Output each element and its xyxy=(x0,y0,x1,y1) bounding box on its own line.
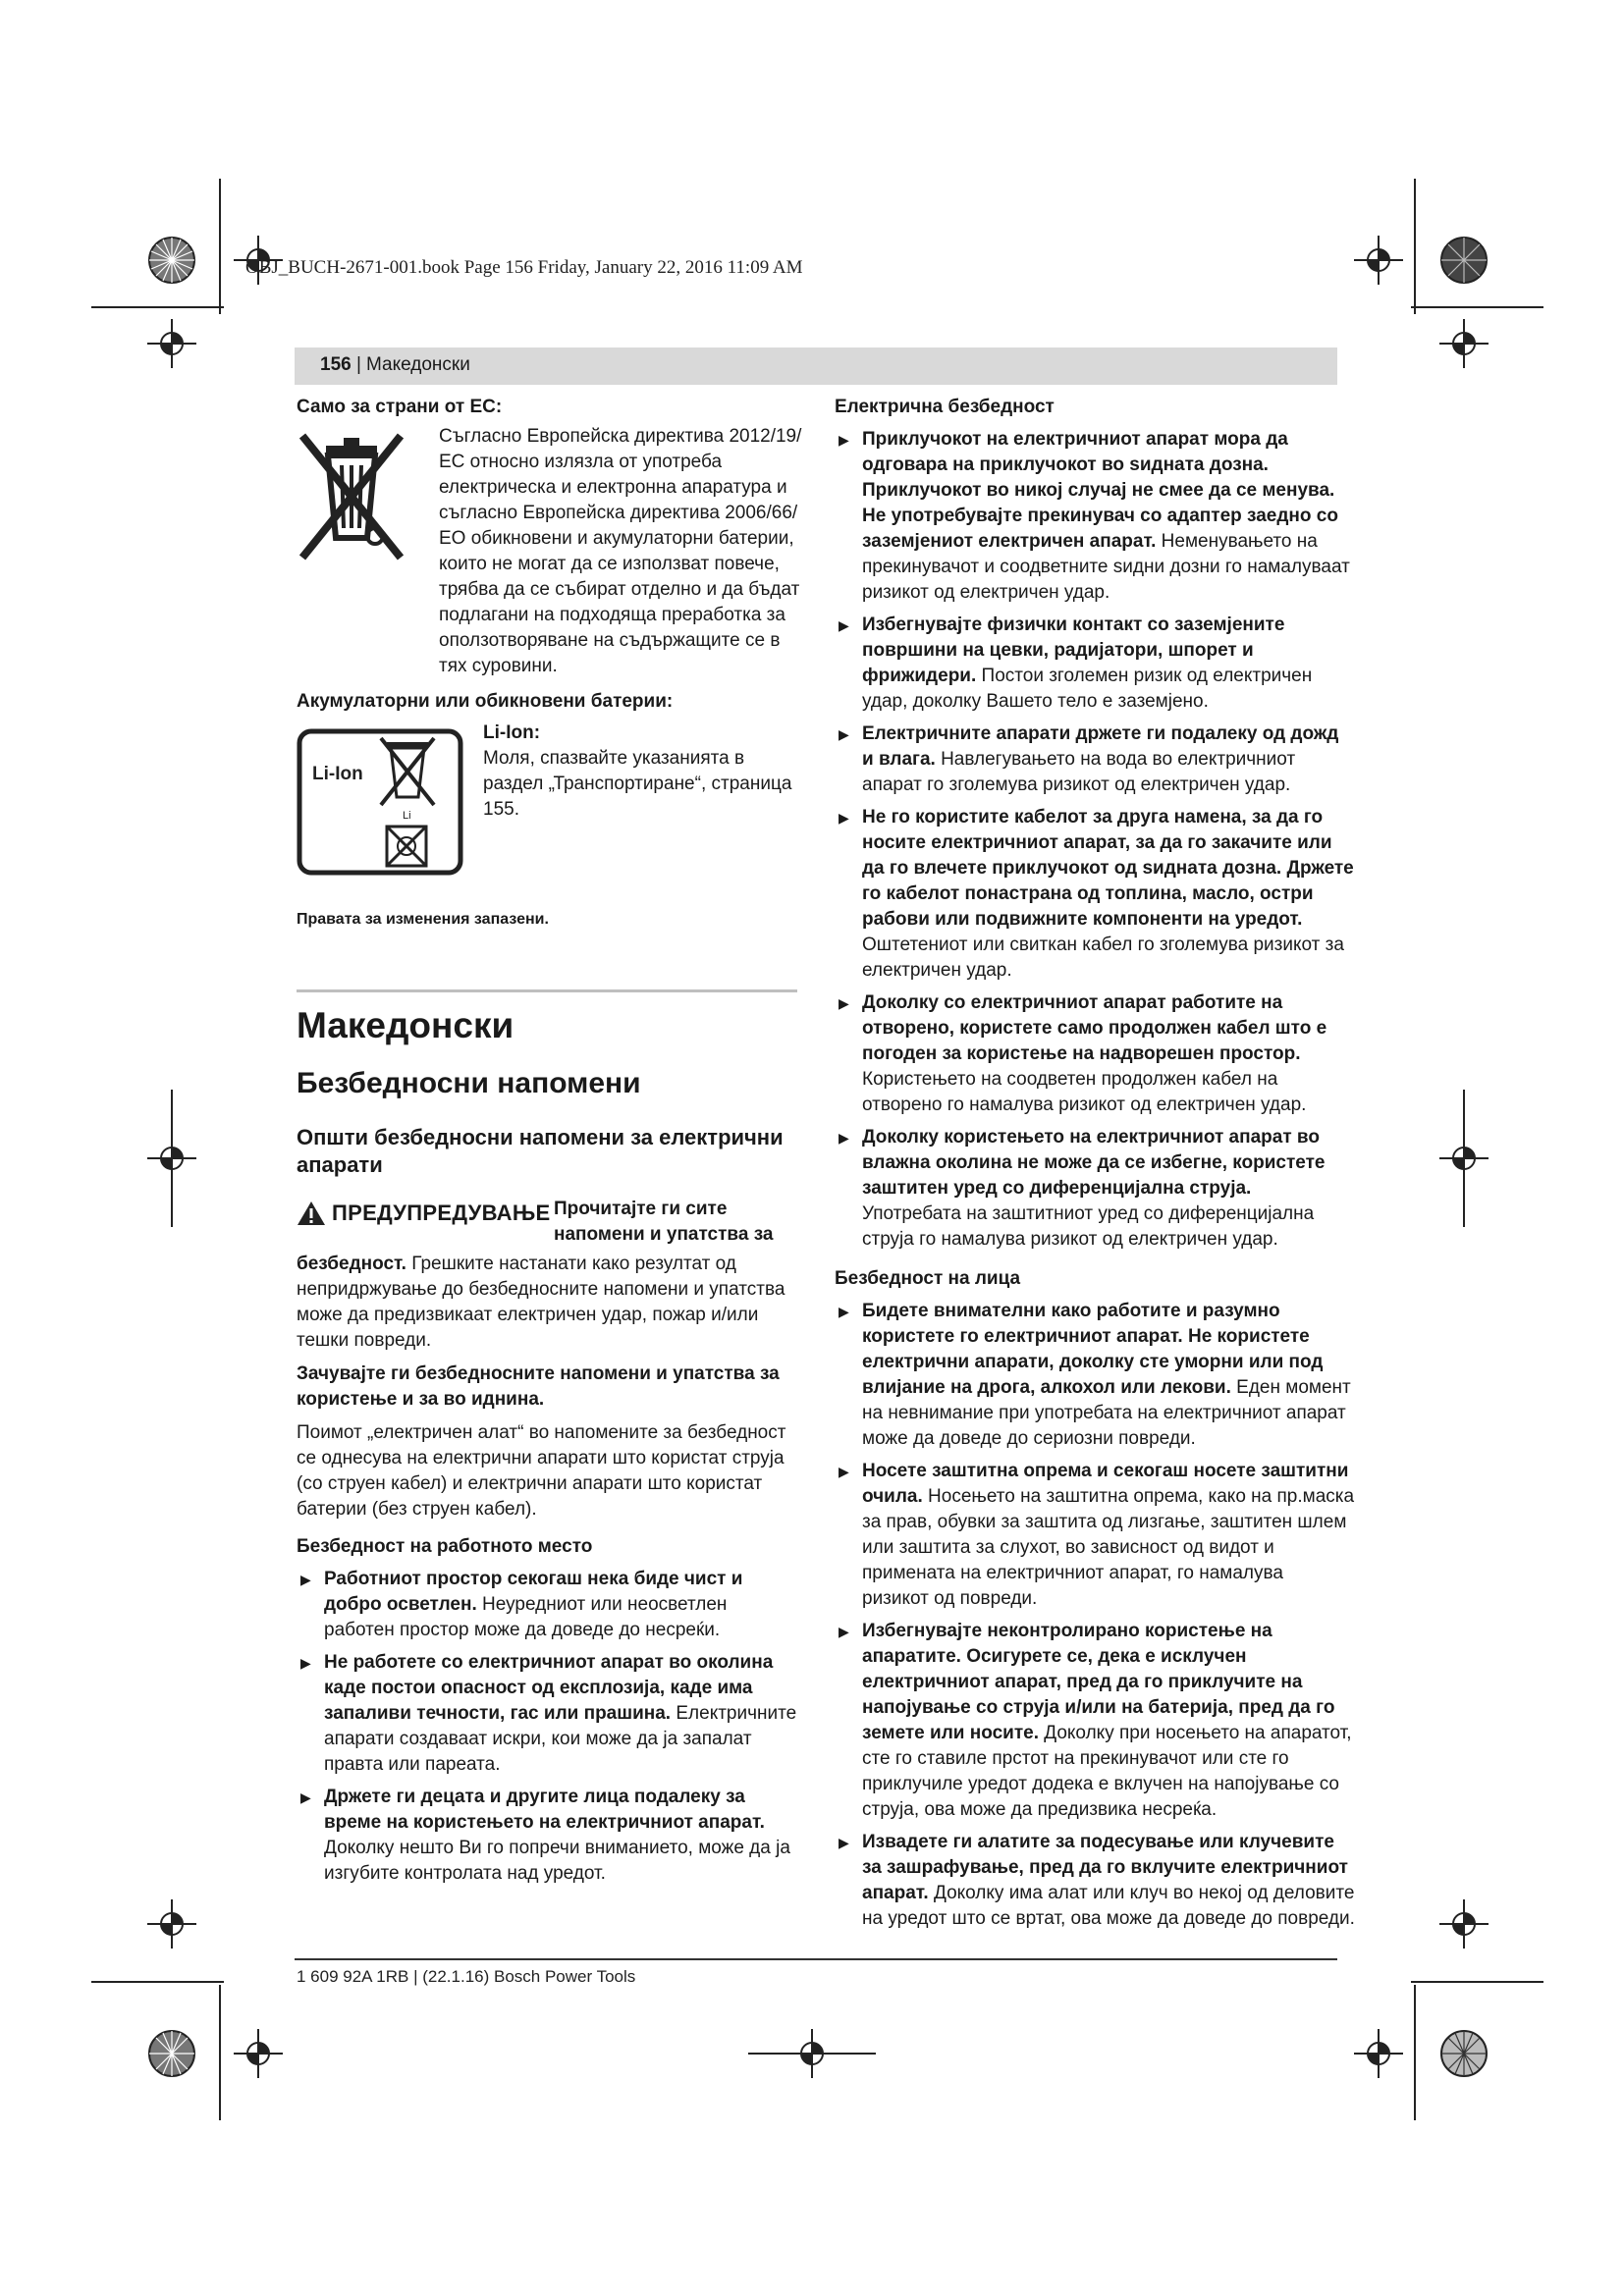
list-item xyxy=(835,805,1355,984)
crop-line xyxy=(1414,179,1416,314)
item-bold: Не работете со електричниот апарат во околина каде постои опасност од експлозија, каде има запаливи течности, гас или прашина. xyxy=(324,1652,774,1724)
crop-line xyxy=(91,1981,224,1983)
page-separator: | xyxy=(356,354,361,375)
crosshair-icon xyxy=(234,2029,283,2078)
crosshair-icon xyxy=(147,1899,196,1949)
page-language: Македонски xyxy=(366,354,470,375)
bullet-arrow-icon: ▶ xyxy=(300,1789,311,1805)
page-number: 156 xyxy=(320,354,352,375)
item-text: Оштетениот или свиткан кабел го зголемува ризикот за електричен удар. xyxy=(862,934,1344,981)
eu-disposal-block xyxy=(297,424,802,689)
bullet-arrow-icon: ▶ xyxy=(839,1835,849,1850)
keep-instructions: Зачувајте ги безбедносните напомени и упатства за користење и за во иднина. xyxy=(297,1363,780,1410)
color-wheel-icon xyxy=(1439,2029,1489,2078)
item-bold: Доколку користењето на електричниот апарат во влажна околина не може да се избегне, користете заштитен уред со диференцијална струја. xyxy=(862,1127,1326,1199)
warning-badge xyxy=(297,1201,551,1226)
battery-type: Li-Ion: xyxy=(483,722,541,743)
footer-text: 1 609 92A 1RB | (22.1.16) Bosch Power Tools xyxy=(297,1967,636,1986)
bullet-arrow-icon: ▶ xyxy=(300,1572,311,1587)
warning-triangle-icon xyxy=(297,1201,326,1226)
crop-line xyxy=(1463,1090,1465,1227)
electrical-title: Електрична безбедност xyxy=(835,397,1055,417)
item-bold: Приклучокот на електричниот апарат мора да одговара на приклучокот во ѕидната дозна. Приклучокот во никој случај не смее да се менува. Не употребувајте прекинувач со адаптер заедно со заземјениот електричен апарат. xyxy=(862,429,1338,552)
warning-text xyxy=(297,1252,797,1354)
list-item xyxy=(835,613,1355,715)
item-bold: Работниот простор секогаш нека биде чист и добро осветлен. xyxy=(324,1569,743,1615)
eu-disposal-text: Съгласно Европейска директива 2012/19/ЕС относно излязла от употреба електрическа и електронна апаратура и съгласно Европейска директива 2006/66/ЕО обикновени и акумулаторни батерии, които не могат да се използват повече, трябва да се събират отделно и да бъдат подлагани на подходяща преработка за оползотворяване на съдържащите се в тях суровини. xyxy=(439,426,802,676)
color-wheel-icon xyxy=(1439,236,1489,285)
item-text: Неменувањето на прекинувачот и соодветните ѕидни дозни го намалуваат ризикот од електричен удар. xyxy=(862,531,1350,603)
page-header-band xyxy=(295,347,1337,385)
bullet-arrow-icon: ▶ xyxy=(839,1624,849,1639)
footer-rule xyxy=(295,1958,1337,1960)
list-item xyxy=(835,721,1355,798)
bullet-arrow-icon: ▶ xyxy=(839,726,849,742)
item-text: Доколку при носењето на апаратот, сте го ставиле прстот на прекинувачот или сте го приклучиле уредот додека е вклучен на напојување со струја, ова може да предизвика несреќа. xyxy=(862,1723,1352,1820)
item-text: Неуредниот или неосветлен работен простор може да доведе до несреќи. xyxy=(324,1594,728,1640)
item-text: Доколку нешто Ви го попречи вниманието, може да ја изгубите контролата над уредот. xyxy=(324,1838,790,1884)
crosshair-icon xyxy=(1439,1899,1489,1949)
item-bold: Доколку со електричниот апарат работите на отворено, користете само продолжен кабел што е погоден за користење на надворешен простор. xyxy=(862,992,1327,1064)
section-divider xyxy=(297,989,797,992)
item-text: Носењето на заштитна опрема, како на пр.маска за прав, обувки за заштита од лизгање, заштитен шлем или заштита за слухот, во зависност од видот и примената на електричниот апарат, го намалува ризикот од повреди. xyxy=(862,1486,1355,1609)
li-ion-battery-icon xyxy=(297,728,463,876)
list-item xyxy=(835,1125,1355,1253)
battery-title: Акумулаторни или обикновени батерии: xyxy=(297,691,674,712)
general-safety-heading: Општи безбедносни напомени за електрични апарати xyxy=(297,1125,784,1177)
warning-row xyxy=(297,1197,797,1252)
battery-instructions: Моля, спазвайте указанията в раздел „Транспортиране“, страница 155. xyxy=(483,748,792,820)
safety-heading: Безбедносни напомени xyxy=(297,1067,641,1099)
crosshair-icon xyxy=(1439,319,1489,368)
right-column xyxy=(835,395,1355,1932)
battery-icon-label: Li-Ion xyxy=(312,764,363,784)
item-text: Навлегувањето на вода во електричниот апарат го зголемува ризикот од електричен удар. xyxy=(862,749,1296,795)
item-text: Постои зголемен ризик од електричен удар, доколку Вашето тело е заземјено. xyxy=(862,666,1313,712)
list-item xyxy=(835,427,1355,606)
item-text: Доколку има алат или клуч во некој од деловите на уредот што се вртат, ова може да доведе до повреди. xyxy=(862,1883,1355,1929)
item-text: Користењето на соодветен продолжен кабел на отворено го намалува ризикот од електричен удар. xyxy=(862,1069,1307,1115)
item-bold: Избегнувајте неконтролирано користење на апаратите. Осигурете се, дека е исклучен електричниот апарат, пред да го приклучите на напојување со струја и/или на батерија, пред да го земете или носите. xyxy=(862,1621,1335,1743)
battery-text-block xyxy=(483,721,797,823)
warning-body: Грешките настанати како резултат од непридржување до безбедносните напомени и упатства може да предизвикаат електричен удар, пожар и/или тешки повреди. xyxy=(297,1254,785,1351)
color-wheel-icon xyxy=(147,236,196,285)
crop-line xyxy=(1411,1981,1543,1983)
battery-block xyxy=(297,721,797,887)
item-bold: Не го користите кабелот за друга намена, за да го носите електричниот апарат, за да го закачите или да го влечете приклучокот од ѕидната дозна. Држете го кабелот понастрана од топлина, масло, остри рабови или подвижните компоненти на уредот. xyxy=(862,807,1354,930)
bullet-arrow-icon: ▶ xyxy=(839,810,849,826)
battery-icon-small: Li xyxy=(403,810,411,822)
warning-head: Прочитајте ги сите напомени и упатства за xyxy=(554,1199,774,1245)
crosshair-icon xyxy=(147,319,196,368)
rights-reserved: Правата за изменения запазени. xyxy=(297,911,549,928)
warning-bold: безбедност. xyxy=(297,1254,406,1274)
color-wheel-icon xyxy=(147,2029,196,2078)
item-bold: Извадете ги алатите за подесување или клучевите за зашрафување, пред да го вклучите електричниот апарат. xyxy=(862,1832,1348,1903)
book-header: OBJ_BUCH-2671-001.book Page 156 Friday, January 22, 2016 11:09 AM xyxy=(245,257,803,278)
bullet-arrow-icon: ▶ xyxy=(839,1304,849,1319)
language-heading: Македонски xyxy=(297,1005,514,1045)
left-column xyxy=(297,395,802,1887)
list-item xyxy=(835,1459,1355,1612)
list-item xyxy=(297,1567,797,1643)
item-text: Електричните апарати создаваат искри, кои може да ја запалат правта или пареата. xyxy=(324,1703,797,1775)
bullet-arrow-icon: ▶ xyxy=(839,432,849,448)
crop-line xyxy=(1414,1985,1416,2120)
list-item xyxy=(835,1299,1355,1452)
crop-line xyxy=(1411,306,1543,308)
term-definition: Поимот „електричен алат“ во напомените за безбедност се однесува на електрични апарати што користат струја (со струен кабел) и електрични апарати што користат батерии (без струен кабел). xyxy=(297,1422,786,1520)
item-text: Употребата на заштитниот уред со диференцијална струја го намалува ризикот од електричен удар. xyxy=(862,1203,1315,1250)
crop-line xyxy=(91,306,224,308)
bullet-arrow-icon: ▶ xyxy=(839,995,849,1011)
item-text: Еден момент на невнимание при употребата на електричниот апарат може да доведе до сериозни повреди. xyxy=(862,1377,1351,1449)
item-bold: Држете ги децата и другите лица подалеку за време на користењето на електричниот апарат. xyxy=(324,1787,765,1833)
list-item xyxy=(835,1619,1355,1823)
bullet-arrow-icon: ▶ xyxy=(839,1130,849,1146)
item-bold: Електричните апарати држете ги подалеку од дожд и влага. xyxy=(862,723,1339,770)
list-item xyxy=(297,1785,797,1887)
item-bold: Бидете внимателни како работите и разумно користете го електричниот апарат. Не користете електрични апарати, доколку сте уморни или под влијание на дрога, алкохол или лекови. xyxy=(862,1301,1324,1398)
list-item xyxy=(835,990,1355,1118)
personal-title: Безбедност на лица xyxy=(835,1268,1021,1289)
crop-line xyxy=(748,2053,876,2055)
crop-line xyxy=(219,179,221,314)
list-item xyxy=(297,1650,797,1778)
item-bold: Избегнувајте физички контакт со заземјените површини на цевки, радијатори, шпорет и фрижидери. xyxy=(862,614,1285,686)
warning-label: ПРЕДУПРЕДУВАЊЕ xyxy=(332,1201,551,1225)
eu-title: Само за страни от ЕС: xyxy=(297,397,503,417)
workplace-title: Безбедност на работното место xyxy=(297,1536,593,1557)
crossed-bin-icon xyxy=(297,432,406,569)
bullet-arrow-icon: ▶ xyxy=(839,1464,849,1479)
bullet-arrow-icon: ▶ xyxy=(839,617,849,633)
crosshair-icon xyxy=(1354,236,1403,285)
bullet-arrow-icon: ▶ xyxy=(300,1655,311,1671)
item-bold: Носете заштитна опрема и секогаш носете заштитни очила. xyxy=(862,1461,1349,1507)
crosshair-icon xyxy=(1354,2029,1403,2078)
crop-line xyxy=(219,1985,221,2120)
list-item xyxy=(835,1830,1355,1932)
crop-line xyxy=(171,1090,173,1227)
